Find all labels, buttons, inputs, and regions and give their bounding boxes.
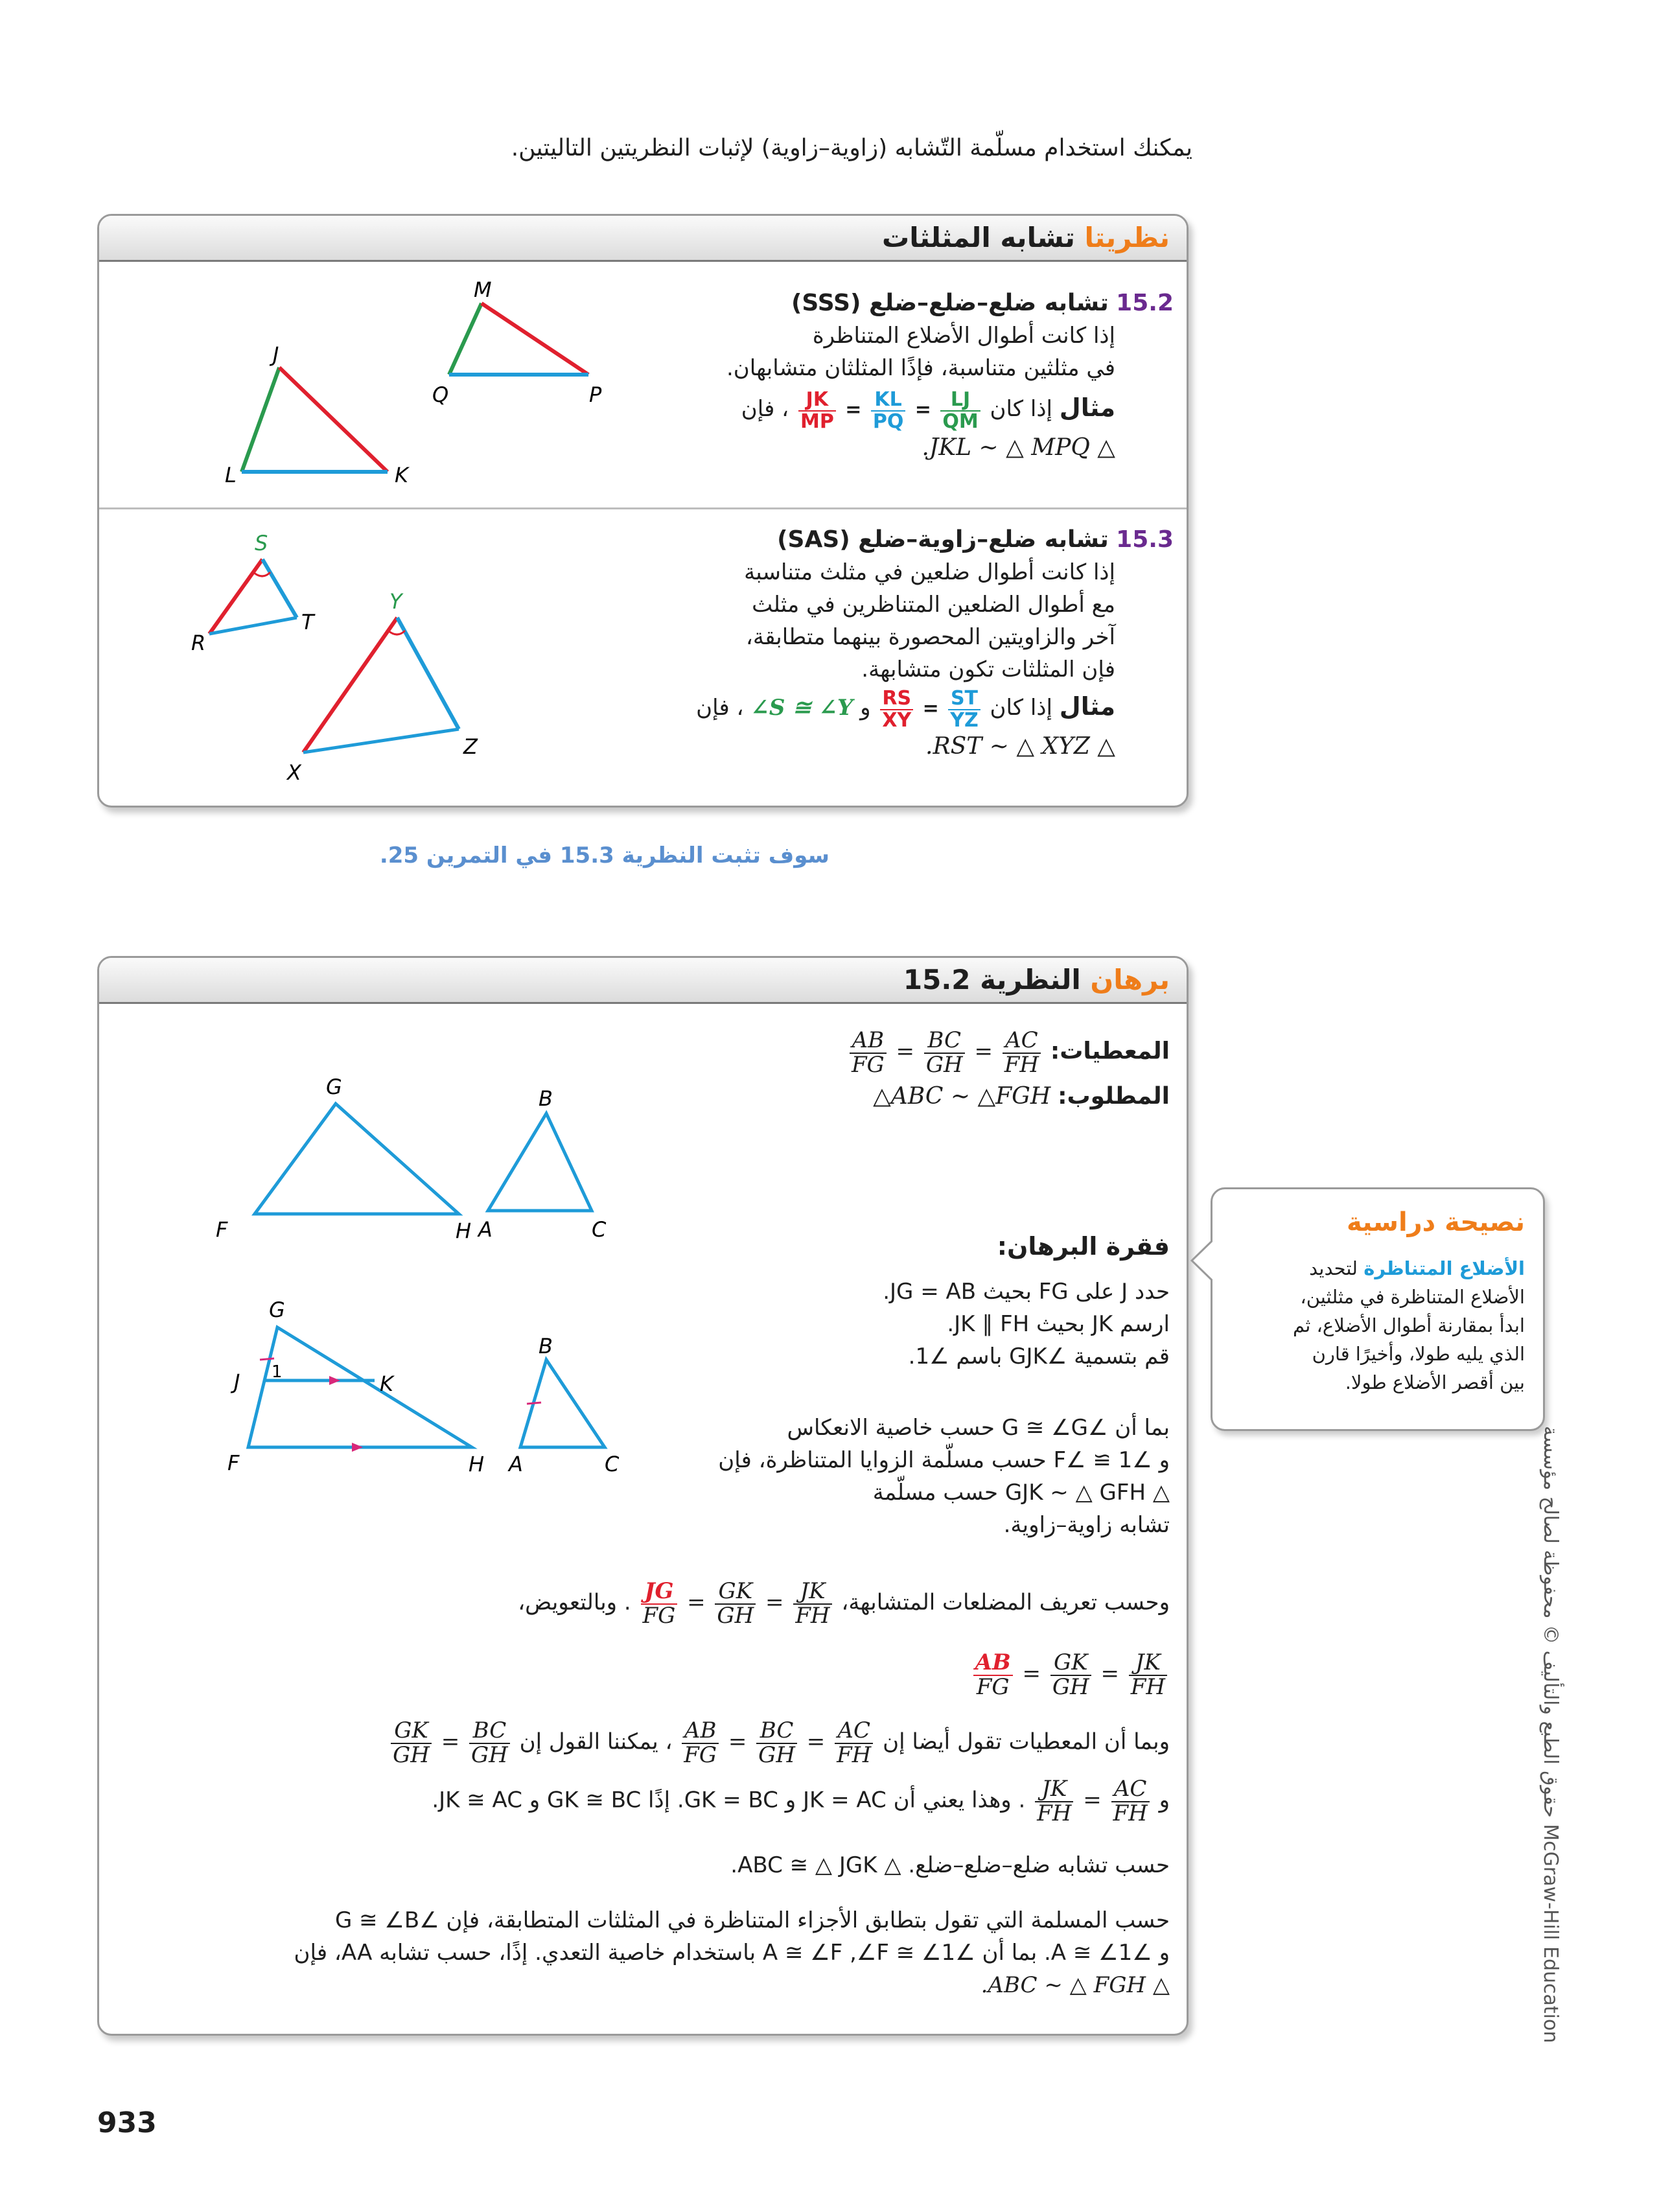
fraction-numerator: ST (948, 688, 980, 710)
tip-header (1227, 1207, 1525, 1237)
fraction-numerator: GK (1050, 1651, 1091, 1676)
fraction-numerator: AC (1003, 1029, 1041, 1054)
copyright-note: حقوق الطبع والتأليف © محفوظة لصالح مؤسسة McGraw-Hill Education (1539, 1426, 1562, 2043)
fraction-denominator: GH (471, 1741, 508, 1768)
means-text: . وهذا يعني أن JK = AC و GK = BC. إذًا GK ≅ BC و JK ≅ AC. (432, 1787, 1026, 1813)
fraction-numerator: AC (1111, 1778, 1150, 1802)
theorems-label: نظريتا (1084, 222, 1170, 253)
triangle-side-mp (481, 303, 588, 375)
paragraph-label: فقرة البرهان: (997, 1232, 1170, 1261)
triangle-side-qm (449, 303, 481, 375)
vertex-label: T (301, 610, 314, 634)
vertex-label: G (269, 1298, 285, 1322)
example-and: و (860, 695, 871, 721)
theorems-header (99, 216, 1187, 262)
example-then: ، فإن (696, 695, 744, 721)
vertex-label: X (287, 760, 301, 785)
proof-step-2: ارسم JK بحيث JK ∥ FH. (947, 1311, 1170, 1337)
example-if: إذا كان (990, 695, 1052, 721)
vertex-label: C (605, 1452, 620, 1476)
substitution-line (586, 1651, 1170, 1699)
fraction-numerator: JK (798, 390, 836, 412)
fraction-denominator: XY (882, 708, 912, 732)
theorem-15-3-line-3: آخر والزاويتين المحصورة بينهما متطابقة، (745, 624, 1115, 650)
tick-mark (527, 1403, 541, 1404)
theorem-15-2-conclusion: △ JKL ∼ △ MPQ. (922, 434, 1115, 461)
tip-line-5: بين أقصر الأضلاع طولا. (1345, 1371, 1525, 1393)
theorem-15-2-line-1: إذا كانت أطوال الأضلاع المتناظرة (812, 323, 1115, 349)
fraction-denominator: GH (758, 1741, 795, 1768)
vertex-label: C (592, 1217, 607, 1242)
fraction-denominator: FH (1130, 1673, 1165, 1700)
fraction-numerator: GK (391, 1719, 432, 1744)
angle-y-arc (388, 631, 405, 634)
fraction-numerator: GK (715, 1580, 756, 1605)
and-word: و (1159, 1787, 1170, 1813)
definition-line (133, 1580, 1170, 1627)
vertex-label: R (191, 631, 206, 655)
tip-line-4: الذي يليه طولا، وأخيرًا قارن (1312, 1343, 1525, 1365)
fraction-denominator: GH (1052, 1673, 1089, 1700)
given-label: المعطيات: (1050, 1038, 1170, 1065)
fraction-numerator: KL (871, 390, 906, 412)
vertex-label: G (326, 1075, 342, 1099)
fraction-denominator: YZ (950, 708, 979, 732)
fraction-numerator: BC (469, 1719, 510, 1744)
proof-header (99, 958, 1187, 1004)
triangle-side-jk (279, 367, 388, 472)
means-line (133, 1778, 1170, 1825)
theorem-15-3-line-4: فإن المثلثات تكون متشابهة. (861, 657, 1115, 682)
example-15-3-fractions: $\frac{RS}{XY}$ = $\frac{ST}{YZ}$ (877, 688, 982, 730)
gk-bc-fraction: $\frac{GK}{GH}$ = $\frac{BC}{GH}$ (388, 1719, 513, 1767)
fraction-denominator: GH (925, 1051, 963, 1078)
fraction-numerator: AB (850, 1029, 887, 1054)
proof-box (97, 956, 1189, 2036)
fraction-denominator: FG (684, 1741, 717, 1768)
vertex-label: A (509, 1452, 523, 1476)
fraction-denominator: FH (1113, 1800, 1148, 1826)
fraction-denominator: FG (851, 1051, 885, 1078)
fraction-numerator: BC (924, 1029, 965, 1054)
fraction-denominator: FH (1037, 1800, 1072, 1826)
theorem-15-2 (590, 287, 1174, 464)
proof-step-3: قم بتسمية ∠GJK باسم ∠1. (908, 1344, 1170, 1369)
theorem-15-3-conclusion: △ RST ∼ △ XYZ. (925, 733, 1115, 760)
parallel-arrow (329, 1376, 340, 1385)
triangle-fgh (255, 1104, 459, 1214)
final-paragraph (120, 1904, 1170, 2001)
final-line-2: و ∠A ≅ ∠1. بما أن ∠A ≅ ∠F ,∠F ≅ ∠1 باستخدام خاصية التعدي. إذًا، حسب تشابه AA، فإن (294, 1940, 1170, 1966)
intro-text: يمكنك استخدام مسلّمة التّشابه (زاوية–زاوية) لإثبات النظريتين التاليتين. (511, 135, 1192, 161)
tip-line-3: ابدأ بمقارنة أطوال الأضلاع، ثم (1292, 1314, 1525, 1336)
reason-line-2: و ∠1 ≅ ∠F حسب مسلّمة الزوايا المتناظرة، فإن (718, 1447, 1170, 1473)
substitution-fractions: $\frac{AB}{FG}$ = $\frac{GK}{GH}$ = $\frac{JK}{FH}$ (971, 1651, 1170, 1699)
fraction-numerator: JG (641, 1580, 678, 1605)
fraction-numerator: JK (1129, 1651, 1167, 1676)
fraction-denominator: FH (837, 1741, 872, 1768)
final-line-1: حسب المسلمة التي تقول بتطابق الأجزاء المتناظرة في المثلثات المتطابقة، فإن ∠G ≅ ∠B (334, 1907, 1170, 1933)
triangle-gfh (248, 1327, 472, 1447)
vertex-label: K (380, 1371, 393, 1396)
vertex-label: H (469, 1452, 485, 1476)
tick-mark (260, 1358, 274, 1360)
triangle-abc (488, 1113, 592, 1211)
final-line-3: △ ABC ∼ △ FGH. (980, 1972, 1170, 1998)
theorems-box (97, 214, 1189, 808)
triangle-side-rs (209, 559, 262, 634)
fraction-denominator: FH (1004, 1051, 1039, 1078)
vertex-label: Y (389, 589, 402, 614)
fraction-denominator: GH (717, 1602, 754, 1629)
theorem-15-3-line-1: إذا كانت أطوال ضلعين في مثلث متناسبة (744, 559, 1115, 585)
theorem-15-2-title: تشابه ضلع–ضلع–ضلع (SSS) (791, 290, 1109, 316)
example-15-2-fractions: $\frac{JK}{MP}$ = $\frac{KL}{PQ}$ = $\frac{LJ}{QM}$ (796, 390, 983, 432)
triangle-side-xy (303, 618, 397, 752)
tip-title: دراسية (1347, 1207, 1436, 1237)
theorem-15-3-line-2: مع أطوال الضلعين المتناظرين في مثلث (752, 592, 1115, 618)
vertex-label: L (225, 463, 237, 485)
sss-line: حسب تشابه ضلع–ضلع–ضلع. △ ABC ≅ △ JGK. (730, 1852, 1170, 1878)
definition-tail: . وبالتعويض، (518, 1589, 631, 1616)
prove-statement: △ABC ~ △FGH (873, 1083, 1051, 1110)
fraction-numerator: AB (682, 1719, 719, 1744)
vertex-label: M (474, 277, 492, 302)
callout-pointer (1190, 1238, 1216, 1283)
theorem-15-3-example (590, 688, 1115, 730)
tip-term: الأضلاع المتناظرة (1363, 1257, 1525, 1279)
fraction-numerator: BC (756, 1719, 797, 1744)
vertex-label: B (539, 1334, 553, 1358)
example-label: مثال (1059, 692, 1115, 721)
jk-ac-fraction: $\frac{JK}{FH}$ = $\frac{AC}{FH}$ (1032, 1778, 1152, 1825)
vertex-label: Q (432, 382, 449, 407)
given-also-line (133, 1719, 1170, 1767)
example-angles: ∠S ≅ ∠Y (750, 695, 853, 721)
proof-step-1: حدد J على FG بحيث JG = AB. (883, 1279, 1170, 1305)
vertex-label: S (255, 531, 268, 555)
fraction-numerator: AC (835, 1719, 873, 1744)
theorems-title: تشابه المثلثات (881, 222, 1075, 253)
example-then: ، فإن (741, 396, 789, 422)
tip-line-1: لتحديد (1309, 1257, 1358, 1279)
angle-s-arc (253, 572, 270, 576)
vertex-label: A (478, 1217, 493, 1242)
study-tip-box (1211, 1187, 1545, 1431)
theorem-15-2-number: 15.2 (1116, 290, 1174, 316)
fraction-numerator: RS (880, 688, 913, 710)
figure-sss-triangles (183, 277, 650, 485)
definition-fractions: $\frac{JG}{FG}$ = $\frac{GK}{GH}$ = $\frac{JK}{FH}$ (638, 1580, 835, 1627)
vertex-label: P (589, 382, 602, 407)
fraction-numerator: AB (973, 1651, 1013, 1676)
vertex-label: J (234, 1369, 240, 1394)
page-number: 933 (97, 2106, 157, 2139)
triangle-side-rt (209, 618, 297, 634)
triangle-side-xz (303, 729, 459, 752)
given-fractions: $\frac{AB}{FG}$ = $\frac{BC}{GH}$ = $\frac{AC}{FH}$ (847, 1029, 1043, 1077)
fraction-numerator: LJ (940, 390, 980, 412)
tip-body (1220, 1254, 1525, 1397)
we-can-say: ، يمكننا القول إن (519, 1729, 673, 1755)
tip-label: نصيحة (1444, 1207, 1525, 1237)
theorem-15-3-title: تشابه ضلع–زاوية–ضلع (SAS) (777, 526, 1109, 553)
proof-label: برهان (1090, 964, 1170, 995)
theorem-15-2-example (590, 390, 1115, 432)
theorem-15-3 (590, 524, 1174, 763)
vertex-label: F (216, 1217, 228, 1242)
triangle-side-yz (397, 618, 459, 729)
given-also-fractions: $\frac{AB}{FG}$ = $\frac{BC}{GH}$ = $\frac{AC}{FH}$ (679, 1719, 876, 1767)
fraction-denominator: MP (800, 410, 834, 433)
triangle-side-lj (242, 367, 279, 472)
vertex-label: B (539, 1086, 553, 1111)
definition-text: وحسب تعريف المضلعات المتشابهة، (841, 1589, 1170, 1616)
theorems-divider (99, 507, 1187, 509)
figure-sas-triangles (183, 520, 650, 793)
prove-label: المطلوب: (1058, 1083, 1170, 1110)
prove-note: سوف تثبت النظرية 15.3 في التمرين 25. (379, 843, 830, 868)
fraction-denominator: QM (942, 410, 979, 433)
parallel-arrow (352, 1443, 363, 1452)
vertex-label: Z (463, 734, 478, 759)
triangle-side-st (262, 559, 297, 618)
example-label: مثال (1059, 393, 1115, 422)
fraction-denominator: GH (393, 1741, 430, 1768)
vertex-label: K (395, 463, 408, 485)
angle-label: 1 (272, 1362, 283, 1382)
fraction-numerator: JK (793, 1580, 831, 1605)
proof-paragraph (586, 1230, 1170, 1541)
vertex-label: J (273, 342, 279, 367)
theorem-15-3-number: 15.3 (1116, 526, 1174, 553)
fraction-numerator: JK (1035, 1778, 1073, 1802)
fraction-denominator: PQ (872, 410, 904, 433)
reason-line-1: بما أن ∠G ≅ ∠G حسب خاصية الانعكاس (787, 1415, 1170, 1441)
example-if: إذا كان (990, 396, 1052, 422)
proof-title: النظرية 15.2 (903, 964, 1081, 995)
vertex-label: H (456, 1218, 472, 1243)
fraction-denominator: FG (642, 1602, 676, 1629)
reason-line-3: △ GJK ∼ △ GFH حسب مسلّمة (872, 1480, 1170, 1506)
fraction-denominator: FH (795, 1602, 830, 1629)
theorem-15-2-line-2: في مثلثين متناسبة، فإذًا المثلثان متشابهان. (726, 355, 1115, 381)
given-also-text: وبما أن المعطيات تقول أيضا إن (883, 1729, 1170, 1755)
tip-line-2: الأضلاع المتناظرة في مثلثين، (1300, 1286, 1525, 1308)
fraction-denominator: FG (976, 1673, 1010, 1700)
reason-line-4: تشابه زاوية–زاوية. (1003, 1512, 1170, 1538)
vertex-label: F (227, 1450, 240, 1475)
